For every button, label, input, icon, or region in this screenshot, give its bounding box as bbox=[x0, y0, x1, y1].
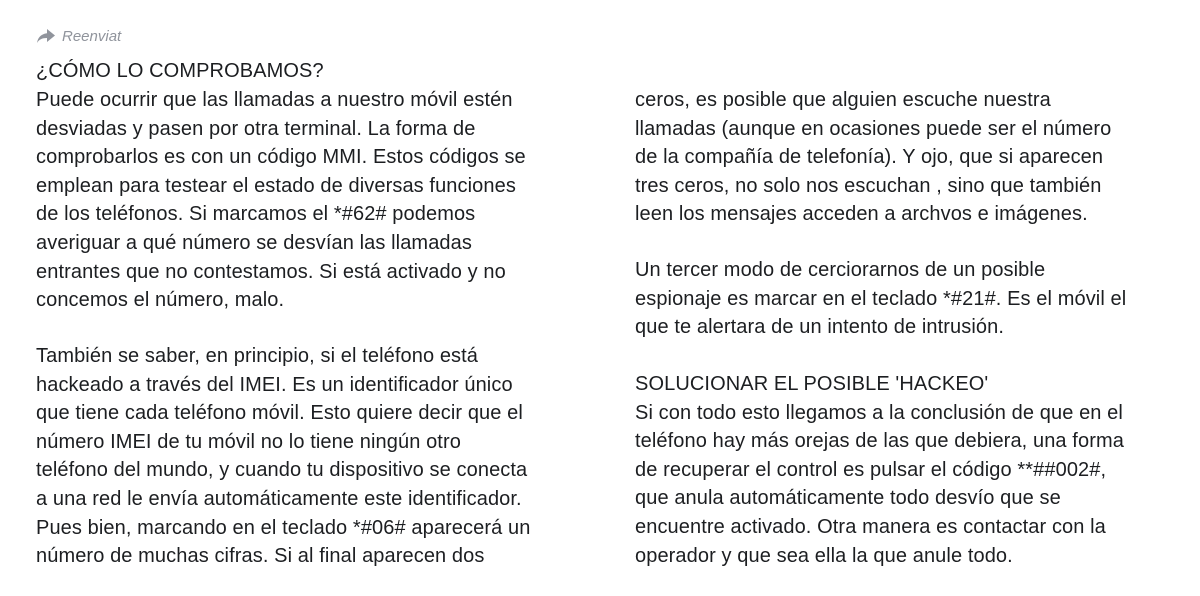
forwarded-indicator bbox=[36, 26, 121, 46]
text-line: operador y que sea ella la que anule todo. bbox=[635, 544, 1013, 567]
heading-solucionar-hackeo: SOLUCIONAR EL POSIBLE 'HACKEO' bbox=[635, 373, 989, 395]
text-line: tres ceros, no solo nos escuchan , sino que también bbox=[635, 174, 1102, 197]
heading-como-lo-comprobamos: ¿CÓMO LO COMPROBAMOS? bbox=[36, 60, 324, 82]
text-line: espionaje es marcar en el teclado *#21#. Es el móvil el bbox=[635, 287, 1127, 310]
text-line: ceros, es posible que alguien escuche nuestra bbox=[635, 89, 1051, 111]
text-line: emplean para testear el estado de diversas funciones bbox=[36, 174, 516, 197]
text-line: Puede ocurrir que las llamadas a nuestro móvil estén bbox=[36, 89, 513, 111]
text-line: número IMEI de tu móvil no lo tiene ningún otro bbox=[36, 430, 461, 453]
text-line: encuentre activado. Otra manera es contactar con la bbox=[635, 516, 1106, 538]
text-line: averiguar a qué número se desvían las llamadas bbox=[36, 232, 472, 254]
text-line: de la compañía de telefonía). Y ojo, que si aparecen bbox=[635, 146, 1104, 169]
text-line: concemos el número, malo. bbox=[36, 289, 285, 312]
text-line: entrantes que no contestamos. Si está activado y no bbox=[36, 260, 506, 283]
text-line: a una red le envía automáticamente este identificador. bbox=[36, 488, 522, 510]
text-line: desviadas y pasen por otra terminal. La forma de bbox=[36, 117, 476, 140]
text-line: Si con todo esto llegamos a la conclusión de que en el bbox=[635, 401, 1123, 424]
text-line: hackeado a través del IMEI. Es un identificador único bbox=[36, 373, 513, 396]
text-line: que anula automáticamente todo desvío que se bbox=[635, 487, 1061, 510]
text-line: que tiene cada teléfono móvil. Esto quiere decir que el bbox=[36, 402, 523, 425]
forwarded-label: Reenviat bbox=[62, 27, 122, 45]
text-line: También se saber, en principio, si el teléfono está bbox=[36, 345, 479, 367]
text-line: leen los mensajes acceden a archvos e imágenes. bbox=[635, 203, 1088, 226]
text-line: número de muchas cifras. Si al final aparecen dos bbox=[36, 545, 485, 568]
text-line: de los teléfonos. Si marcamos el *#62# podemos bbox=[36, 203, 476, 226]
text-line: teléfono hay más orejas de las que debiera, una forma bbox=[635, 430, 1124, 453]
text-line: de recuperar el control es pulsar el código **##002#, bbox=[635, 458, 1107, 481]
text-line: Pues bien, marcando en el teclado *#06# aparecerá un bbox=[36, 516, 531, 539]
text-line: teléfono del mundo, y cuando tu dispositivo se conecta bbox=[36, 459, 528, 482]
text-line: que te alertara de un intento de intrusión. bbox=[635, 316, 1004, 339]
text-line: Un tercer modo de cerciorarnos de un posible bbox=[635, 259, 1046, 281]
share-arrow-icon bbox=[36, 28, 56, 44]
text-line: comprobarlos es con un código MMI. Estos códigos se bbox=[36, 146, 526, 169]
text-line: llamadas (aunque en ocasiones puede ser el número bbox=[635, 117, 1112, 140]
